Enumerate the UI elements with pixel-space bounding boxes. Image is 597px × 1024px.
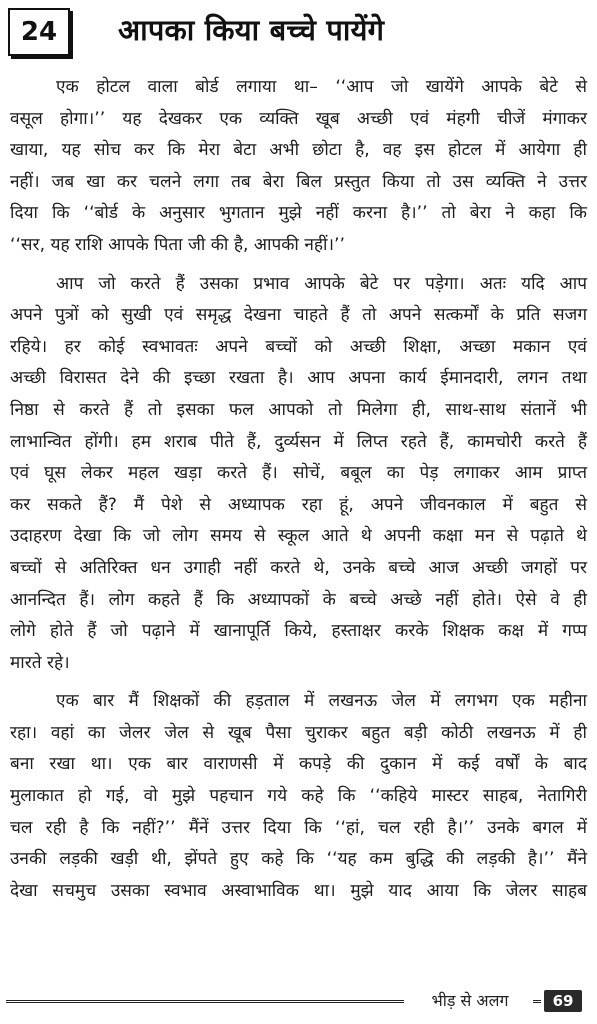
text-line: खाया, यह सोच कर कि मेरा बेटा अभी छोटा है, वह इस होटल में आयेगा ही (10, 140, 587, 161)
text-line: अपने पुत्रों को सुखी एवं समृद्ध देखना चाहते हैं तो अपने सत्कर्मों के प्रति सजग (10, 305, 587, 326)
text-line: ‘‘सर, यह राशि आपके पिता जी की है, आपकी नहीं।’’ (10, 234, 345, 255)
text-line: लाभान्वित होंगी। हम शराब पीते हैं, दुर्व्यसन में लिप्त रहते हैं, कामचोरी करते हैं (10, 431, 587, 452)
text-line: लोगे होते हैं जो पढ़ाने में खानापूर्ति किये, हस्ताक्षर करके शिक्षक कक्ष में गप्प (10, 621, 587, 642)
footer-book-title: भीड़ से अलग (431, 991, 509, 1010)
paragraph-3 (10, 686, 587, 907)
text-line: उदाहरण देखा कि जो लोग समय से स्कूल आते थे अपनी कक्षा मन से पढ़ाते थे (10, 526, 587, 547)
text-line: उनकी लड़की खड़ी थी, झेंपते हुए कहे कि ‘‘यह कम बुद्धि की लड़की है।’’ मैंने (10, 849, 587, 870)
text-line: वसूल होगा।’’ यह देखकर एक व्यक्ति खूब अच्छी एवं मंहगी चीजें मंगाकर (10, 108, 587, 129)
text-line: आप जो करते हैं उसका प्रभाव आपके बेटे पर पड़ेगा। अतः यदि आप (56, 273, 587, 294)
text-line: रहिये। हर कोई स्वभावतः अपने बच्चों को अच्छी शिक्षा, अच्छा मकान एवं (10, 336, 587, 357)
chapter-header (8, 8, 588, 58)
paragraph-2 (10, 269, 587, 680)
text-line: मुलाकात हो गई, वो मुझे पहचान गये कहे कि ‘‘कहिये मास्टर साहब, नेतागिरी (10, 786, 587, 807)
chapter-number: 24 (8, 8, 70, 56)
text-line: एक बार मैं शिक्षकों की हड़ताल में लखनऊ जेल में लगभग एक महीना (56, 691, 587, 712)
page-number: 69 (544, 990, 582, 1012)
text-line: निष्ठा से करते हैं तो इसका फल आपको तो मिलेगा ही, साथ-साथ संतानें भी (10, 399, 587, 420)
text-line: नहीं। जब खा कर चलने लगा तब बेरा बिल प्रस्तुत किया तो उस व्यक्ति ने उत्तर (10, 171, 587, 192)
text-line: आनन्दित हैं। लोग कहते हैं कि अध्यापकों के बच्चे अच्छे नहीं होते। ऐसे वे ही (10, 589, 587, 610)
footer-rule (6, 1000, 404, 1003)
chapter-body (10, 72, 587, 907)
text-line: बना रखा था। एक बार वाराणसी में कपड़े की दुकान में कई वर्षों के बाद (10, 754, 587, 775)
text-line: एवं घूस लेकर महल खड़ा करते हैं। सोचें, बबूल का पेड़ लगाकर आम प्राप्त (10, 463, 587, 484)
text-line: कर सकते हैं? मैं पेशे से अध्यापक रहा हूं, अपने जीवनकाल में बहुत से (10, 494, 587, 515)
text-line: रहा। वहां का जेलर जेल से खूब पैसा चुराकर बहुत बड़ी कोठी लखनऊ में ही (10, 722, 587, 743)
paragraph-1 (10, 72, 587, 262)
text-line: एक होटल वाला बोर्ड लगाया था– ‘‘आप जो खायेंगे आपके बेटे से (56, 77, 587, 97)
text-line: अच्छी विरासत देने की इच्छा रखता है। आप अपना कार्य ईमानदारी, लगन तथा (10, 368, 587, 389)
footer-rule (533, 1000, 541, 1003)
text-line: मारते रहे। (10, 652, 70, 673)
text-line: देखा सचमुच उसका स्वभाव अस्वाभाविक था। मुझे याद आया कि जेलर साहब (10, 880, 587, 901)
chapter-title: आपका किया बच्चे पायेंगे (118, 13, 385, 47)
page-footer (6, 990, 591, 1016)
text-line: दिया कि ‘‘बोर्ड के अनुसार भुगतान मुझे नहीं करना है।’’ तो बेरा ने कहा कि (10, 203, 587, 224)
text-line: बच्चों से अतिरिक्त धन उगाही नहीं करते थे, उनके बच्चे आज अच्छी जगहों पर (10, 557, 587, 578)
text-line: चल रही है कि नहीं?’’ मैंनें उत्तर दिया कि ‘‘हां, चल रही है।’’ उनके बगल में (10, 817, 587, 838)
